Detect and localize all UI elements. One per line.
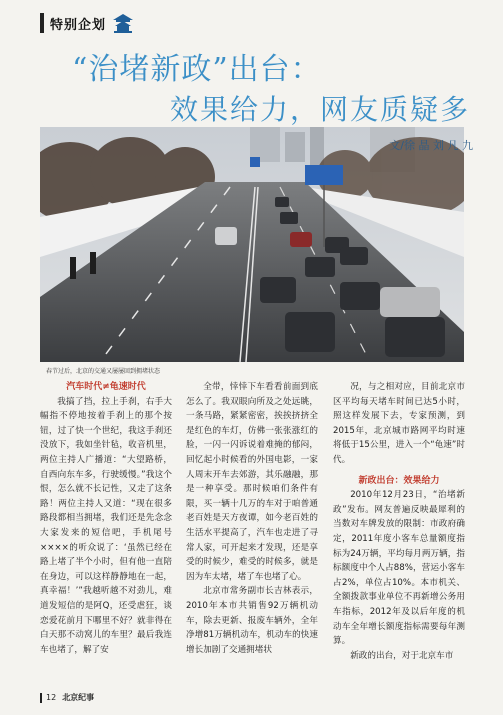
subheading-2: 新政出台：效果给力 (358, 475, 440, 486)
section-bar (40, 13, 44, 33)
page-footer (40, 692, 94, 703)
paragraph: 北京市常务副市长吉林表示，2010年本市共销售92万辆机动车，除去更新、报废车辆外，全年净增81万辆机动车，机动车的快速增长加剧了交通拥堵状 (186, 586, 318, 655)
temple-logo-icon (112, 13, 134, 33)
paragraph: 2010年12月23日，“治堵新政”发布。网友普遍反映最犀利的当数对车牌发放的限制：市政府确定，2011年度小客车总量额度指标为24万辆，平均每月两万辆，指标额度中个人占88%，营运小客车占2%，单位占10%。本市机关、全额拨款事业单位不再新增公务用车指标，2012年及以后年度的机动车全年增长额度指标需要每年测算。 (333, 490, 465, 647)
paragraph: 全带，悻悻下车看看前面到底怎么了。我双眼向所及之处远眺，一条马路，紧紧密密，挨挨挤挤全是红色的车灯，仿佛一张张涨红的脸，一闪一闪诉说着难掩的郁闷，回忆起小时候看的外国电影，一家人周末开车去郊游，其乐融融，那是一种享受。那时候咱们条件有限，买一辆十几万的车对于咱普通老百姓是天方夜谭，如今老百姓的生活水平提高了，汽车也走进了寻常人家，可开起来才发现，还是享受的时候少，难受的时候多，就是因为车太堵，堵了车也堵了心。 (186, 382, 318, 582)
footer-bar (40, 693, 42, 703)
column-2 (186, 380, 318, 657)
paragraph: 新政的出台，对于北京车市 (350, 650, 454, 661)
headline-line-1: “治堵新政”出台： (72, 52, 322, 87)
paragraph: 我搞了挡，拉上手刹，右手大幅指不停地按着手刹上的那个按钮，过了快一个世纪，我这手刹还没放下，我如坐针毡，收音机里，两位主持人广播道：“大望路桥，自西向东车多，行驶缓慢。”我这个恨，怎么就不长记性，又走了这条路！两位主持人又道：“现在很多路段都相当拥堵，我们还是先念念大家发来的短信吧，手机尾号××××的听众说了：‘虽然已经在路上堵了半个小时，但有他一直陪在身边，可以这样静静地在一起，真幸福！’”我越听越不对劲儿，难道发短信的是阿Q，还受虐狂，谈恋爱花前月下哪里不好？就非得在白天那不动窝儿的车里？最后我连车也堵了，解了安 (40, 396, 172, 655)
magazine-name: 北京纪事 (62, 693, 95, 702)
traffic-photo (40, 127, 464, 362)
page-number: 12 (46, 693, 57, 702)
photo-caption: 春节过后，北京的交通又屡屡回到拥堵状态 (46, 368, 161, 375)
paragraph: 况，与之相对应，目前北京市区平均每天堵车时间已达5小时，照这样发展下去，专家预测，到2015年，北京城市路网平均时速将低于15公里，进入一个“龟速”时代。 (333, 382, 465, 465)
author-byline: 文/徐 晶 刘 凡 九 (389, 139, 473, 152)
subheading-1: 汽车时代≠龟速时代 (66, 382, 146, 392)
section-tag (40, 12, 134, 34)
column-3 (333, 380, 465, 663)
section-label: 特别企划 (50, 17, 107, 33)
headline-line-2: 效果给力，网友质疑多 (170, 93, 471, 126)
column-1 (40, 380, 172, 657)
